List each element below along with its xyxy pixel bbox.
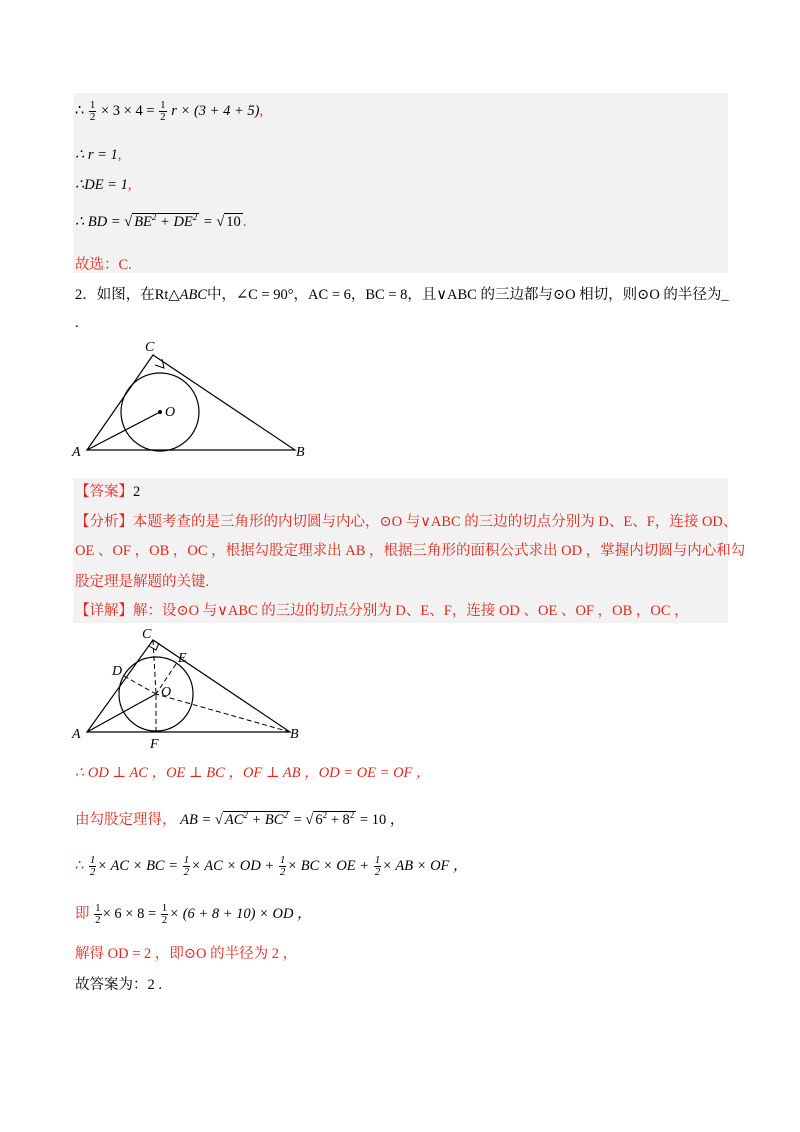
numeric-term-2: × (6 + 8 + 10) × OD ，	[169, 905, 312, 922]
answer-line	[75, 482, 140, 502]
label-o: O	[165, 405, 176, 420]
question-text: 中，∠C = 90°，AC = 6，BC = 8，且∨ABC 的三边都与⊙O 相切，则⊙O 的半径为_	[207, 287, 729, 303]
final-answer-line: 故答案为：2 .	[75, 977, 162, 993]
expr-left: × 3 × 4 =	[100, 102, 155, 119]
de-result: ∴DE = 1,	[75, 177, 132, 193]
fraction-half: $\frac{1}{2}$	[161, 902, 168, 926]
label-f: F	[150, 737, 159, 750]
od-result-line: 解得 OD = 2 ，即⊙O 的半径为 2 ，	[75, 946, 298, 962]
fraction-half: $\frac{1}{2}$	[95, 902, 101, 926]
choice-answer: 故选：C.	[75, 257, 132, 273]
question-2-end: .	[75, 315, 79, 331]
pythagoras-intro: 由勾股定理得，	[75, 811, 177, 828]
label-a: A	[72, 445, 81, 460]
de-equals-1: ∴DE = 1	[75, 177, 128, 193]
be-term: BE	[134, 213, 152, 230]
detail-text-1: 解：设⊙O 与∨ABC 的三边的切点分别为 D、E、F，连接 OD 、OE 、OF ，OB ，OC ，	[133, 603, 689, 619]
term-4: × AB × OF ，	[382, 857, 468, 874]
question-2	[75, 285, 729, 305]
analysis-tag: 【分析】	[75, 514, 133, 530]
fraction-half: $\frac{1}{2}$	[89, 99, 96, 123]
segment-ob	[156, 694, 290, 732]
segment-oa	[87, 694, 156, 732]
center-point	[158, 410, 162, 414]
area-sum-line	[75, 855, 468, 878]
label-a: A	[72, 727, 81, 742]
label-c: C	[145, 340, 155, 355]
label-d: D	[112, 664, 123, 679]
fraction-half: $\frac{1}{2}$	[160, 99, 166, 123]
numeric-term-1: × 6 × 8 =	[102, 905, 157, 922]
r-equals-1: ∴ r = 1	[75, 147, 118, 163]
equals-sign: =	[293, 811, 302, 828]
pythagoras-line: 由勾股定理得， AB = √ $AC^2 + BC^2$ = √ $6^2 + 8^2 = 10$ ，	[75, 810, 405, 828]
question-number: 2．如图，在	[75, 287, 155, 303]
numeric-area-line	[75, 903, 312, 926]
eight-term: + 8	[330, 811, 350, 828]
rt-triangle: Rt△	[154, 287, 180, 303]
sqrt-radicand: $BE^2 + DE^2$	[134, 212, 198, 230]
triangle-figure-2	[70, 624, 310, 750]
label-c: C	[142, 627, 152, 642]
analysis-text-1: 本题考查的是三角形的内切圆与内心，⊙O 与∨ABC 的三边的切点分别为 D、E、F，连接 OD、	[133, 514, 738, 530]
segment-oc	[153, 640, 156, 694]
term-3: × BC × OE +	[287, 857, 370, 874]
radius-result: ∴ r = 1,	[75, 147, 122, 163]
detail-tag: 【详解】	[75, 603, 133, 619]
answer-tag: 【答案】	[75, 484, 133, 500]
therefore-sign: ∴	[75, 102, 85, 119]
label-e: E	[178, 651, 187, 666]
analysis-line-3: 股定理是解题的关键.	[75, 574, 210, 590]
ab-label: AB =	[180, 811, 212, 828]
expr-right: r × (3 + 4 + 5)	[171, 102, 260, 119]
label-b: B	[290, 727, 299, 742]
segment-od	[124, 676, 156, 694]
fraction-half: $\frac{1}{2}$	[183, 854, 190, 878]
therefore-sign: ∴	[75, 857, 85, 874]
term-2: × AC × OD +	[191, 857, 275, 874]
namely-label: 即	[75, 905, 90, 922]
label-b: B	[296, 445, 305, 460]
sqrt-ten: 10	[226, 213, 241, 230]
sqrt-6-8: $6^2 + 8^2$	[315, 810, 355, 828]
analysis-line-2: OE 、OF ，OB ，OC ，根据勾股定理求出 AB ，根据三角形的面积公式求出 OD ，掌握内切圆与内心和勾	[75, 543, 746, 559]
fraction-half: $\frac{1}{2}$	[89, 854, 96, 878]
analysis-line-1	[75, 512, 737, 532]
right-angle-mark	[155, 359, 164, 368]
perpendicular-statement: ∴ OD ⊥ AC ，OE ⊥ BC ，OF ⊥ AB ，OD = OE = OF ，	[75, 765, 431, 781]
ab-result: = 10 ，	[359, 811, 405, 828]
answer-value: 2	[133, 484, 141, 500]
ac-term: AC	[224, 811, 244, 828]
bd-result: ∴ BD = √ $BE^2 + DE^2$ = √ 10 .	[75, 212, 247, 230]
label-o: O	[161, 685, 172, 700]
fraction-half: $\frac{1}{2}$	[279, 854, 286, 878]
bd-label: ∴ BD =	[75, 213, 121, 230]
segment-ao	[87, 412, 160, 450]
detail-line-1	[75, 601, 689, 621]
fraction-half: $\frac{1}{2}$	[374, 854, 381, 878]
triangle-abc: ABC	[179, 287, 207, 303]
area-equation: ∴ $\frac{1}{2}$ × 3 × 4 = $\frac{1}{2}$ r × (3 + 4 + 5),	[75, 99, 264, 123]
triangle-figure-1	[70, 338, 320, 466]
triangle-abc-shape	[87, 640, 290, 732]
bc-term: + BC	[251, 811, 284, 828]
six-term: 6	[315, 811, 323, 828]
de-term: + DE	[160, 213, 193, 230]
term-1: × AC × BC =	[97, 857, 179, 874]
sqrt-ac-bc: $AC^2 + BC^2$	[224, 810, 288, 828]
equals-sign: =	[202, 213, 213, 230]
